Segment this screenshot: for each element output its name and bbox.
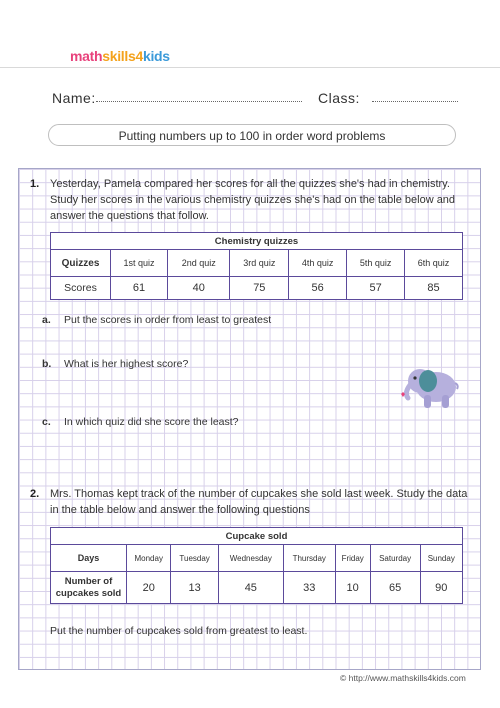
cupcake-count: 90: [420, 572, 462, 604]
question-2-number: 2.: [30, 488, 40, 500]
sub-question-text: Put the scores in order from least to greatest: [64, 314, 272, 326]
worksheet-title: Putting numbers up to 100 in order word problems: [48, 124, 456, 146]
logo-part-math: math: [70, 48, 103, 64]
day-label: Monday: [127, 545, 171, 572]
question-1-line-1: Yesterday, Pamela compared her scores for all the quizzes she's had in chemistry.: [50, 178, 450, 190]
row-header-cupcakes: [51, 572, 127, 604]
logo-part-kids: kids: [142, 48, 170, 64]
name-label: Name:: [52, 90, 96, 106]
score-value: 75: [230, 277, 289, 300]
question-1-line-3: answer the questions that follow.: [50, 210, 209, 222]
cupcake-count: 13: [171, 572, 218, 604]
day-label: Sunday: [420, 545, 462, 572]
brand-logo: [70, 48, 170, 64]
cupcake-count: 33: [283, 572, 335, 604]
name-field-line[interactable]: [96, 101, 302, 102]
row-header-quizzes: Quizzes: [51, 250, 111, 277]
quiz-label: 1st quiz: [111, 250, 168, 277]
sub-question-a: [42, 314, 271, 326]
cupcakes-sold-table: [50, 527, 463, 604]
chemistry-quizzes-table: [50, 232, 463, 300]
row-header-days: Days: [51, 545, 127, 572]
header-divider: [0, 67, 500, 68]
question-2-prompt: Put the number of cupcakes sold from greatest to least.: [50, 625, 308, 637]
cupcake-count: 20: [127, 572, 171, 604]
quiz-label: 4th quiz: [289, 250, 347, 277]
sub-question-b: [42, 358, 188, 370]
score-value: 57: [347, 277, 405, 300]
question-2-line-2: in the table below and answer the following questions: [50, 504, 310, 516]
question-2-text: [50, 486, 475, 518]
question-1-line-2: Study her scores in the various chemistry quizzes she's had on the table below and: [50, 194, 456, 206]
copyright-footer[interactable]: © http://www.mathskills4kids.com: [340, 673, 466, 683]
quiz-label: 3rd quiz: [230, 250, 289, 277]
day-label: Saturday: [370, 545, 420, 572]
class-label: Class:: [318, 90, 360, 106]
cupcake-count: 65: [370, 572, 420, 604]
row-header-line: cupcakes sold: [55, 587, 122, 599]
score-value: 85: [405, 277, 463, 300]
sub-question-text: In which quiz did she score the least?: [64, 416, 239, 428]
day-label: Tuesday: [171, 545, 218, 572]
sub-question-text: What is her highest score?: [64, 358, 189, 370]
cupcake-count: 10: [335, 572, 370, 604]
score-value: 61: [111, 277, 168, 300]
row-header-scores: Scores: [51, 277, 111, 300]
sub-question-label: a.: [42, 314, 51, 326]
score-value: 40: [168, 277, 230, 300]
table-caption: Cupcake sold: [51, 528, 463, 545]
class-field-line[interactable]: [372, 101, 458, 102]
day-label: Friday: [335, 545, 370, 572]
score-value: 56: [289, 277, 347, 300]
elephant-illustration: [398, 365, 460, 413]
question-1-text: [50, 176, 475, 224]
logo-part-skills: skills: [102, 48, 136, 64]
sub-question-label: c.: [42, 416, 51, 428]
logo-part-4: 4: [135, 48, 143, 64]
table-caption: Chemistry quizzes: [51, 233, 463, 250]
day-label: Wednesday: [218, 545, 283, 572]
quiz-label: 6th quiz: [405, 250, 463, 277]
quiz-label: 2nd quiz: [168, 250, 230, 277]
day-label: Thursday: [283, 545, 335, 572]
row-header-line: Number of: [64, 575, 113, 587]
question-2-line-1: Mrs. Thomas kept track of the number of cupcakes she sold last week. Study the data: [50, 488, 468, 500]
sub-question-label: b.: [42, 358, 52, 370]
cupcake-count: 45: [218, 572, 283, 604]
sub-question-c: [42, 416, 239, 428]
question-1-number: 1.: [30, 178, 40, 190]
quiz-label: 5th quiz: [347, 250, 405, 277]
